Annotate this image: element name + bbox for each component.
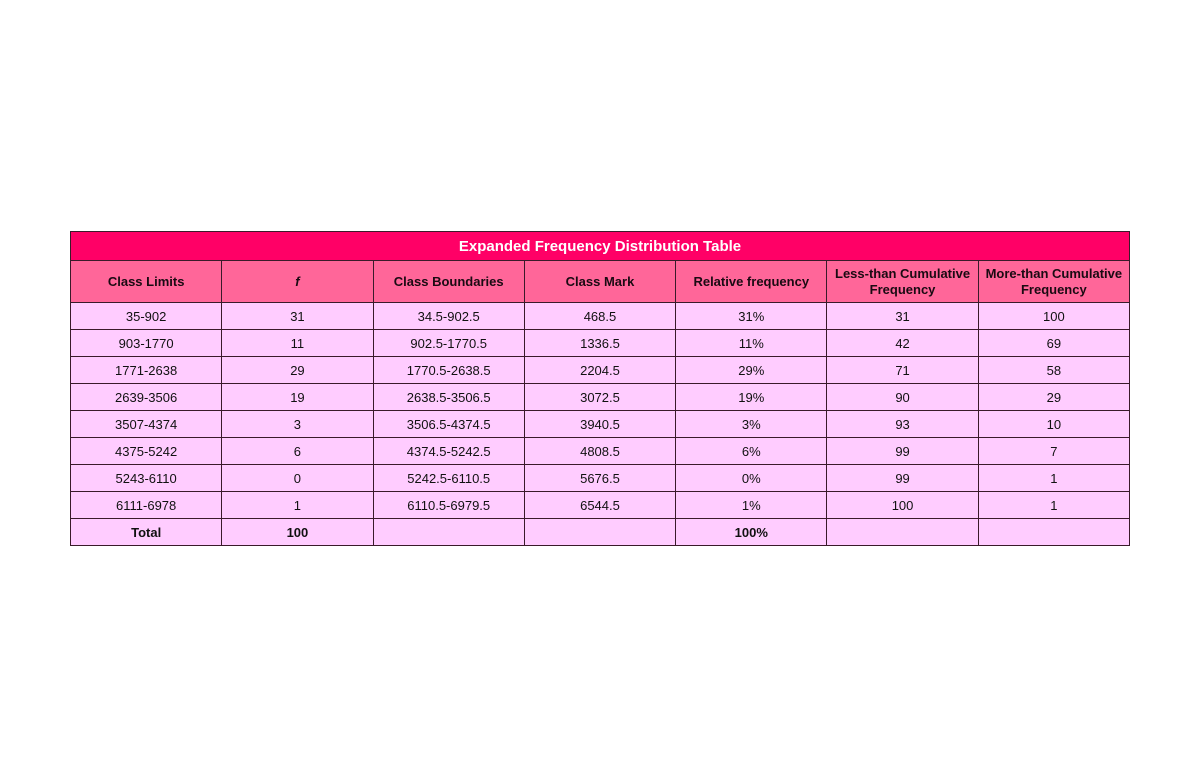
cell-relative-frequency: 6% [676, 438, 827, 465]
cell-class-limits: 2639-3506 [71, 384, 222, 411]
cell-class-mark: 5676.5 [524, 465, 675, 492]
cell-relative-frequency: 0% [676, 465, 827, 492]
cell-class-mark: 2204.5 [524, 357, 675, 384]
header-more-than-cumulative: More-than Cumulative Frequency [978, 261, 1129, 303]
cell-less-than-cumulative: 31 [827, 303, 978, 330]
table-row [71, 330, 1130, 357]
cell-less-than-cumulative: 99 [827, 465, 978, 492]
cell-less-than-cumulative: 42 [827, 330, 978, 357]
total-class-mark [524, 519, 675, 546]
cell-class-limits: 1771-2638 [71, 357, 222, 384]
cell-more-than-cumulative: 1 [978, 492, 1129, 519]
cell-frequency: 6 [222, 438, 373, 465]
cell-more-than-cumulative: 1 [978, 465, 1129, 492]
cell-more-than-cumulative: 29 [978, 384, 1129, 411]
cell-class-mark: 3940.5 [524, 411, 675, 438]
cell-frequency: 19 [222, 384, 373, 411]
cell-relative-frequency: 1% [676, 492, 827, 519]
cell-class-boundaries: 2638.5-3506.5 [373, 384, 524, 411]
table-row [71, 357, 1130, 384]
cell-less-than-cumulative: 99 [827, 438, 978, 465]
header-relative-frequency: Relative frequency [676, 261, 827, 303]
cell-class-limits: 5243-6110 [71, 465, 222, 492]
table-row [71, 438, 1130, 465]
header-class-limits: Class Limits [71, 261, 222, 303]
cell-class-mark: 3072.5 [524, 384, 675, 411]
total-more-than-cumulative [978, 519, 1129, 546]
total-frequency: 100 [222, 519, 373, 546]
cell-more-than-cumulative: 100 [978, 303, 1129, 330]
cell-class-limits: 3507-4374 [71, 411, 222, 438]
cell-class-limits: 4375-5242 [71, 438, 222, 465]
total-class-boundaries [373, 519, 524, 546]
cell-class-mark: 6544.5 [524, 492, 675, 519]
total-relative-frequency: 100% [676, 519, 827, 546]
cell-class-limits: 903-1770 [71, 330, 222, 357]
total-less-than-cumulative [827, 519, 978, 546]
cell-more-than-cumulative: 58 [978, 357, 1129, 384]
cell-more-than-cumulative: 69 [978, 330, 1129, 357]
table-title-row [71, 232, 1130, 261]
table-row [71, 492, 1130, 519]
header-frequency: f [222, 261, 373, 303]
cell-class-limits: 35-902 [71, 303, 222, 330]
table-row [71, 465, 1130, 492]
cell-class-boundaries: 902.5-1770.5 [373, 330, 524, 357]
cell-class-boundaries: 1770.5-2638.5 [373, 357, 524, 384]
table-title: Expanded Frequency Distribution Table [71, 232, 1130, 261]
table-header-row [71, 261, 1130, 303]
header-less-than-cumulative: Less-than Cumulative Frequency [827, 261, 978, 303]
cell-less-than-cumulative: 90 [827, 384, 978, 411]
cell-frequency: 1 [222, 492, 373, 519]
cell-class-boundaries: 34.5-902.5 [373, 303, 524, 330]
cell-frequency: 0 [222, 465, 373, 492]
cell-class-boundaries: 6110.5-6979.5 [373, 492, 524, 519]
cell-relative-frequency: 31% [676, 303, 827, 330]
cell-less-than-cumulative: 71 [827, 357, 978, 384]
cell-class-mark: 4808.5 [524, 438, 675, 465]
cell-relative-frequency: 19% [676, 384, 827, 411]
cell-frequency: 31 [222, 303, 373, 330]
cell-class-boundaries: 4374.5-5242.5 [373, 438, 524, 465]
cell-less-than-cumulative: 100 [827, 492, 978, 519]
table-total-row [71, 519, 1130, 546]
table-row [71, 303, 1130, 330]
cell-frequency: 11 [222, 330, 373, 357]
cell-class-boundaries: 5242.5-6110.5 [373, 465, 524, 492]
cell-less-than-cumulative: 93 [827, 411, 978, 438]
cell-relative-frequency: 3% [676, 411, 827, 438]
cell-relative-frequency: 29% [676, 357, 827, 384]
table-row [71, 384, 1130, 411]
total-label: Total [71, 519, 222, 546]
frequency-distribution-table [70, 231, 1130, 546]
header-class-mark: Class Mark [524, 261, 675, 303]
cell-more-than-cumulative: 7 [978, 438, 1129, 465]
cell-class-limits: 6111-6978 [71, 492, 222, 519]
table-row [71, 411, 1130, 438]
cell-class-mark: 1336.5 [524, 330, 675, 357]
header-class-boundaries: Class Boundaries [373, 261, 524, 303]
cell-more-than-cumulative: 10 [978, 411, 1129, 438]
cell-frequency: 29 [222, 357, 373, 384]
cell-relative-frequency: 11% [676, 330, 827, 357]
cell-frequency: 3 [222, 411, 373, 438]
cell-class-mark: 468.5 [524, 303, 675, 330]
frequency-table-container [70, 231, 1129, 546]
cell-class-boundaries: 3506.5-4374.5 [373, 411, 524, 438]
